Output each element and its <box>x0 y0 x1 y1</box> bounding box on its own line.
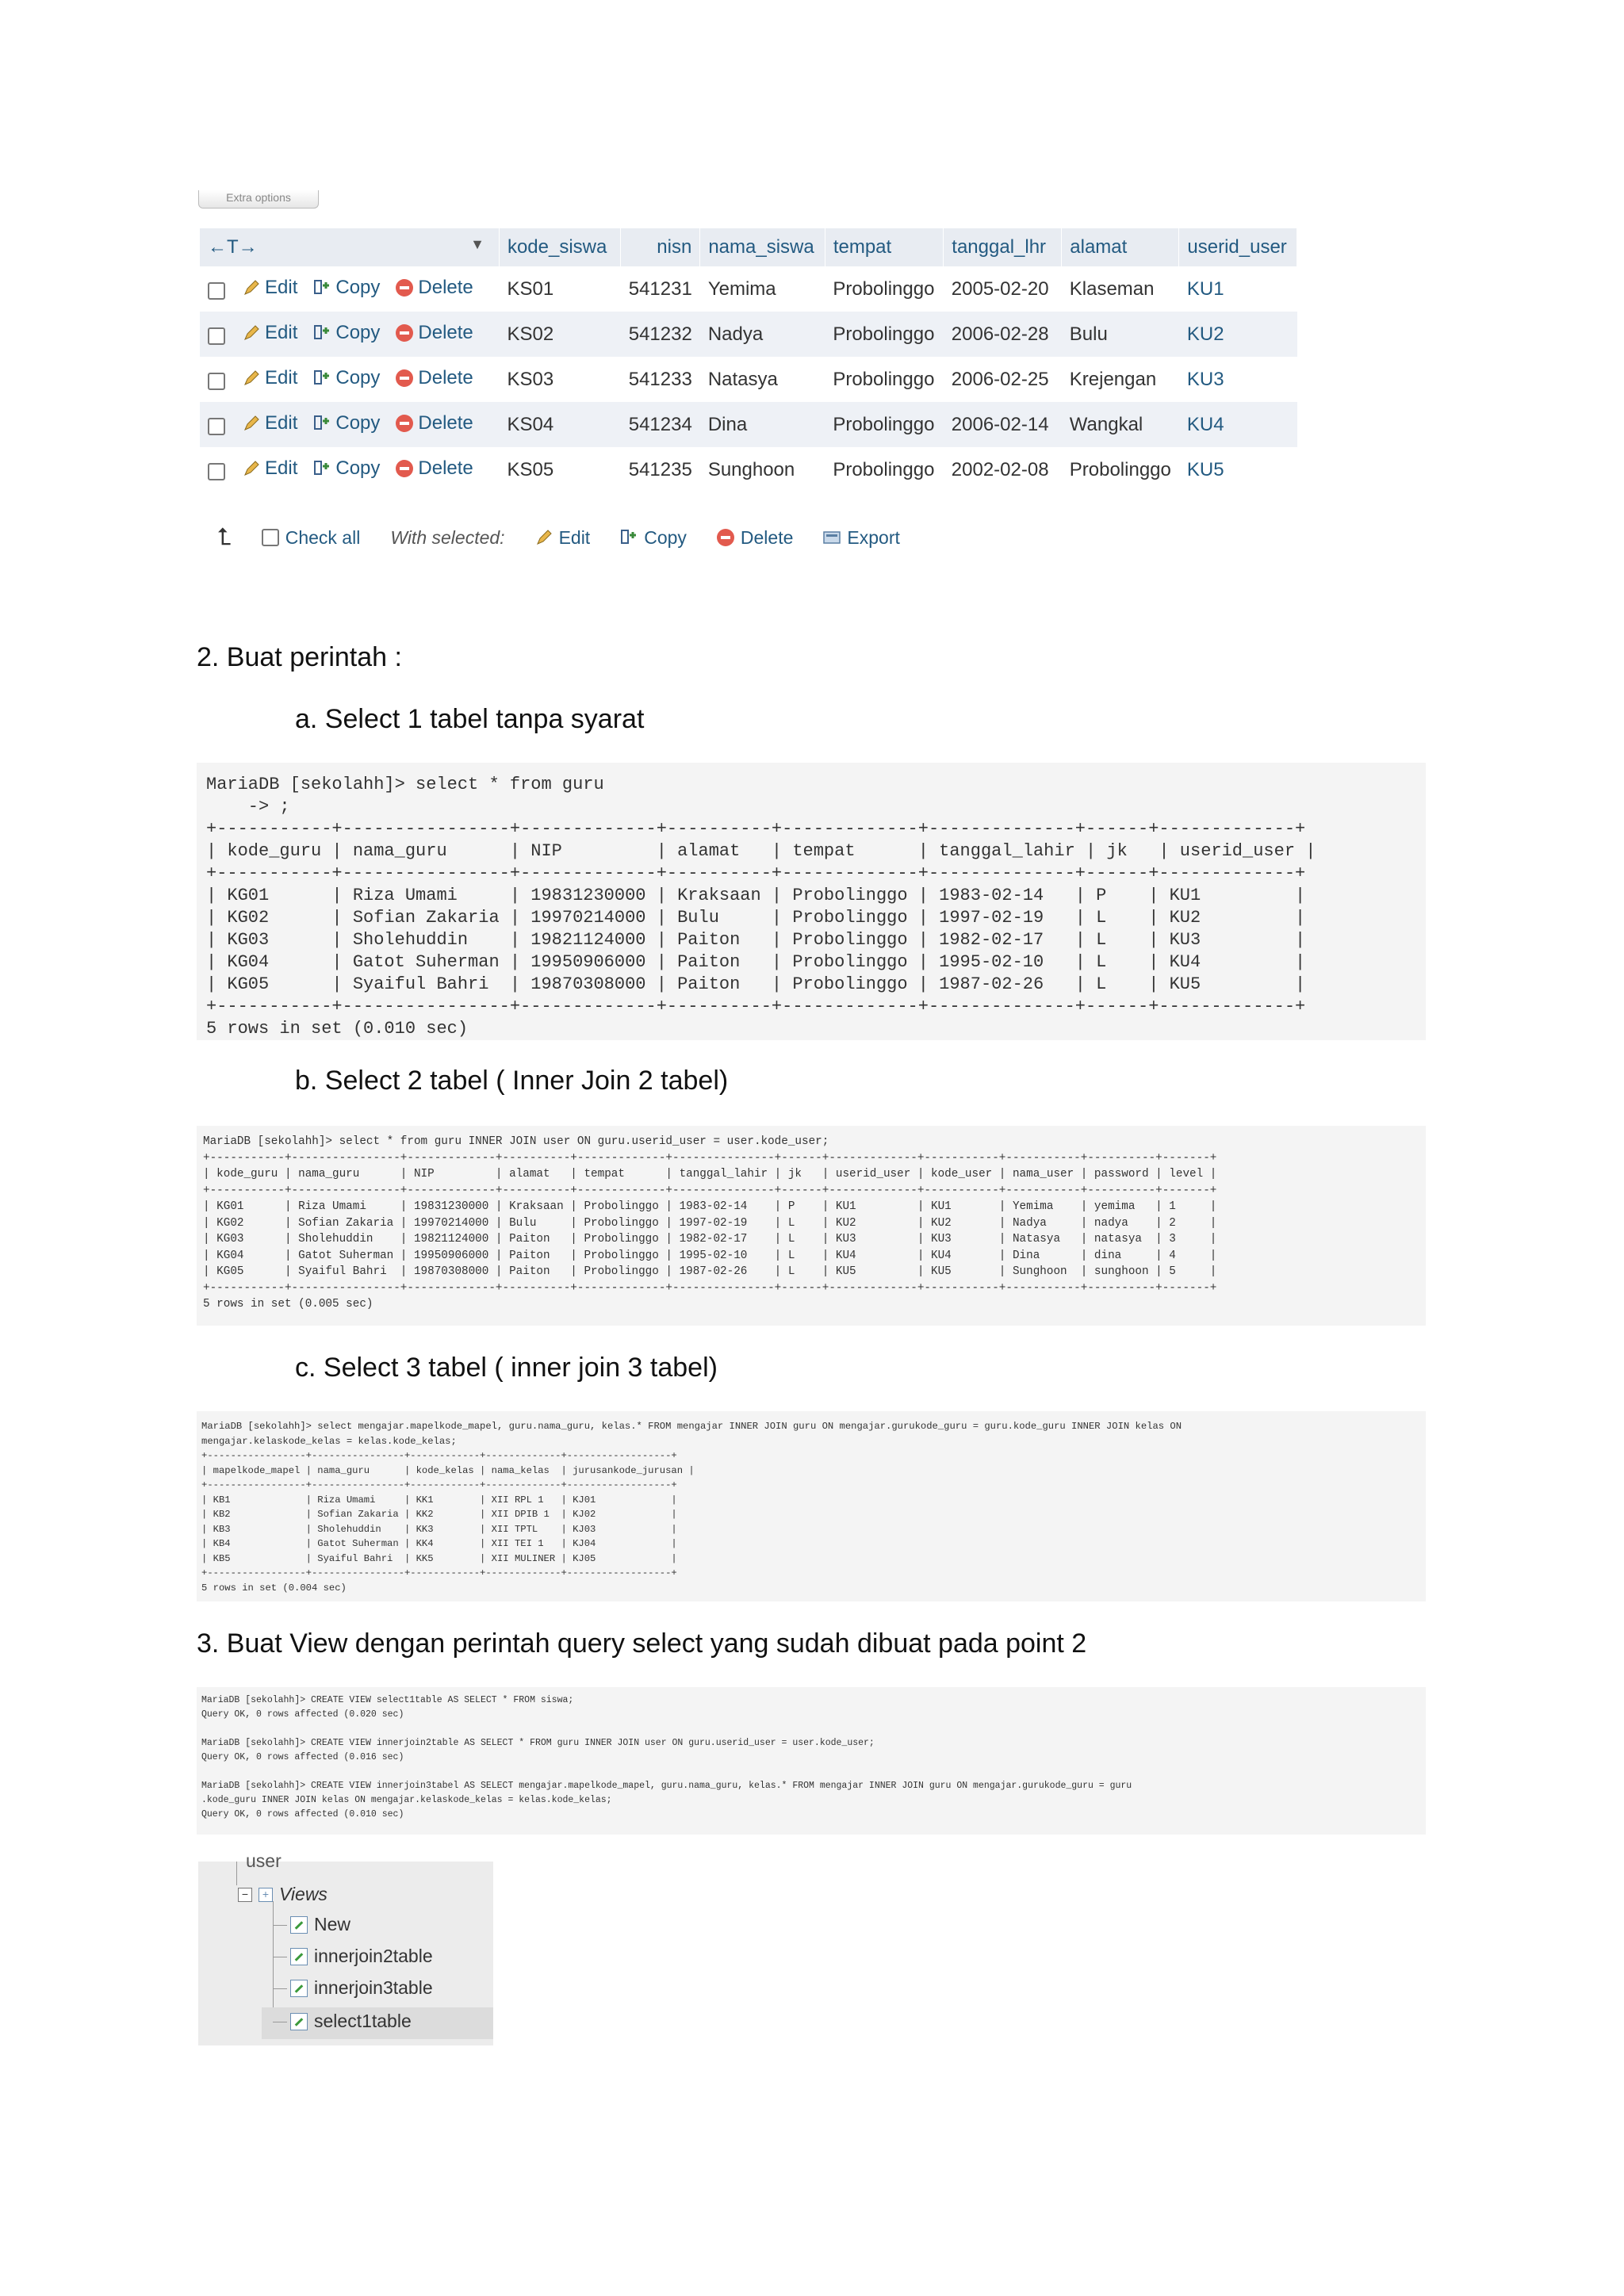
column-header-nisn[interactable]: nisn <box>621 228 700 266</box>
row-edit-label: Edit <box>265 321 298 343</box>
cell-nama_siswa: Nadya <box>700 312 825 357</box>
cell-kode_siswa: KS01 <box>499 266 620 312</box>
row-copy-link[interactable] <box>313 367 380 389</box>
row-copy-link[interactable] <box>313 277 380 299</box>
delete-icon <box>396 279 413 297</box>
bulk-copy-button[interactable] <box>620 527 687 549</box>
row-checkbox[interactable] <box>208 282 225 300</box>
cell-tempat: Probolinggo <box>825 402 943 447</box>
row-checkbox[interactable] <box>208 463 225 480</box>
delete-icon <box>396 369 413 387</box>
terminal-create-views <box>197 1687 1426 1835</box>
terminal-select-guru <box>197 763 1426 1040</box>
cell-tanggal_lhr: 2006-02-25 <box>944 357 1062 402</box>
bulk-actions-bar <box>217 522 930 553</box>
bulk-edit-button[interactable] <box>535 527 591 549</box>
bulk-copy-label: Copy <box>644 526 687 548</box>
pencil-icon <box>243 415 260 432</box>
row-delete-link[interactable] <box>396 322 473 344</box>
row-delete-label: Delete <box>418 457 473 479</box>
copy-icon <box>313 279 331 297</box>
subheading-c: c. Select 3 tabel ( inner join 3 tabel) <box>295 1353 718 1383</box>
row-checkbox[interactable] <box>208 418 225 435</box>
copy-icon <box>313 369 331 387</box>
cell-kode_siswa: KS03 <box>499 357 620 402</box>
table-row <box>200 312 1297 357</box>
cell-userid_user[interactable]: KU1 <box>1179 266 1297 312</box>
delete-icon <box>396 460 413 477</box>
bulk-edit-label: Edit <box>558 526 591 548</box>
cell-nama_siswa: Natasya <box>700 357 825 402</box>
column-nav-header[interactable] <box>200 228 499 266</box>
terminal-output-2: MariaDB [sekolahh]> select * from guru INNER JOIN user ON guru.userid_user = user.kode_user; +-----------+----------------+-------------+----------+-------------+---------------+------+-------------+-----------+-----------+----------+-------+ | kode_guru | nama_guru | NIP | alamat | tempat | tanggal_lahir | jk | userid_user | kode_user | nama_user | password | level | +-----------+----------------+-------------+----------+-------------+---------------+------+-------------+-----------+-----------+----------+-------+ | KG01 | Riza Umami | 19831230000 | Kraksaan | Probolinggo | 1983-02-14 | P | KU1 | KU1 | Yemima | yemima | 1 | | KG02 | Sofian Zakaria | 19970214000 | Bulu | Probolinggo | 1997-02-19 | L | KU2 | KU2 | Nadya | nadya | 2 | | KG03 | Sholehuddin | 19821124000 | Paiton | Probolinggo | 1982-02-17 | L | KU3 | KU3 | Natasya | natasya | 3 | | KG04 | Gatot Suherman | 19950906000 | Paiton | Probolinggo | 1995-02-10 | L | KU4 | KU4 | Dina | dina | 4 | | KG05 | Syaiful Bahri | 19870308000 | Paiton | Probolinggo | 1987-02-26 | L | KU5 | KU5 | Sunghoon | sunghoon | 5 | +-----------+----------------+-------------+----------+-------------+---------------+------+-------------+-----------+-----------+----------+-------+ 5 rows in set (0.005 sec) <box>203 1135 1217 1311</box>
tree-connector <box>236 1862 237 1885</box>
row-delete-label: Delete <box>418 321 473 343</box>
column-header-tempat[interactable]: tempat <box>825 228 943 266</box>
terminal-output-3: MariaDB [sekolahh]> select mengajar.mapelkode_mapel, guru.nama_guru, kelas.* FROM mengajar INNER JOIN guru ON mengajar.gurukode_guru = guru.kode_guru INNER JOIN kelas ON mengajar.kelaskode_kelas = kelas.kode_kelas; +-----------------+----------------+------------+-------------+------------------+ | mapelkode_mapel | nama_guru | kode_kelas | nama_kelas | jurusankode_jurusan | +-----------------+----------------+------------+-------------+------------------+ | KB1 | Riza Umami | KK1 | XII RPL 1 | KJ01 | | KB2 | Sofian Zakaria | KK2 | XII DPIB 1 | KJ02 | | KB3 | Sholehuddin | KK3 | XII TPTL | KJ03 | | KB4 | Gatot Suherman | KK4 | XII TEI 1 | KJ04 | | KB5 | Syaiful Bahri | KK5 | XII MULINER | KJ05 | +-----------------+----------------+------------+-------------+------------------+ 5 rows in set (0.004 sec) <box>201 1421 1182 1594</box>
sort-arrow-icon[interactable]: ▼ <box>470 236 485 252</box>
tree-item-new-view[interactable] <box>290 1914 350 1935</box>
copy-icon <box>313 460 331 477</box>
row-copy-link[interactable] <box>313 322 380 344</box>
row-copy-label: Copy <box>335 411 381 434</box>
check-all-control[interactable] <box>262 527 361 549</box>
subheading-a: a. Select 1 tabel tanpa syarat <box>295 704 645 734</box>
row-delete-label: Delete <box>418 366 473 388</box>
column-nav-arrows[interactable]: ←T→ <box>208 236 258 258</box>
tree-item-view-innerjoin3table[interactable] <box>290 1977 433 1999</box>
table-row <box>200 357 1297 402</box>
cell-tanggal_lhr: 2002-02-08 <box>944 447 1062 492</box>
tree-branch <box>273 1988 287 1989</box>
cell-tanggal_lhr: 2006-02-14 <box>944 402 1062 447</box>
row-edit-link[interactable] <box>243 367 297 389</box>
row-edit-link[interactable] <box>243 322 297 344</box>
copy-icon <box>313 415 331 432</box>
check-all-label: Check all <box>285 526 361 548</box>
cell-tempat: Probolinggo <box>825 266 943 312</box>
pencil-icon <box>243 369 260 387</box>
views-folder-icon: + <box>259 1888 273 1902</box>
row-delete-link[interactable] <box>396 457 473 480</box>
table-row <box>200 447 1297 492</box>
cell-tanggal_lhr: 2005-02-20 <box>944 266 1062 312</box>
row-delete-link[interactable] <box>396 367 473 389</box>
cell-alamat: Krejengan <box>1062 357 1179 402</box>
row-actions <box>200 357 499 402</box>
bulk-delete-button[interactable] <box>717 527 793 549</box>
pencil-icon <box>535 529 553 546</box>
table-header-row <box>200 228 1297 266</box>
view-name: innerjoin3table <box>314 1977 433 1998</box>
row-edit-label: Edit <box>265 411 298 434</box>
row-edit-label: Edit <box>265 276 298 298</box>
cell-kode_siswa: KS02 <box>499 312 620 357</box>
cell-alamat: Bulu <box>1062 312 1179 357</box>
terminal-inner-join-2 <box>197 1126 1426 1326</box>
cell-nisn: 541231 <box>621 266 700 312</box>
new-view-icon <box>290 1916 308 1934</box>
row-delete-label: Delete <box>418 411 473 434</box>
cell-userid_user[interactable]: KU3 <box>1179 357 1297 402</box>
row-copy-label: Copy <box>335 276 381 298</box>
cell-tempat: Probolinggo <box>825 357 943 402</box>
row-delete-link[interactable] <box>396 412 473 434</box>
bulk-export-label: Export <box>847 526 900 548</box>
row-edit-label: Edit <box>265 366 298 388</box>
views-label: Views <box>279 1884 327 1904</box>
column-header-nama_siswa[interactable]: nama_siswa <box>700 228 825 266</box>
check-all-checkbox[interactable] <box>262 529 279 546</box>
row-edit-link[interactable] <box>243 412 297 434</box>
view-name: select1table <box>314 2011 412 2031</box>
row-copy-link[interactable] <box>313 412 380 434</box>
cell-userid_user[interactable]: KU4 <box>1179 402 1297 447</box>
tree-item-user[interactable] <box>246 1850 282 1872</box>
delete-icon <box>717 529 734 546</box>
copy-icon <box>620 529 638 546</box>
view-icon <box>290 2013 308 2030</box>
row-edit-link[interactable] <box>243 277 297 299</box>
heading-step-3: 3. Buat View dengan perintah query select yang sudah dibuat pada point 2 <box>197 1628 1087 1659</box>
row-actions <box>200 312 499 357</box>
cell-nisn: 541234 <box>621 402 700 447</box>
row-delete-label: Delete <box>418 276 473 298</box>
cell-kode_siswa: KS05 <box>499 447 620 492</box>
copy-icon <box>313 324 331 342</box>
cell-tempat: Probolinggo <box>825 312 943 357</box>
tree-item-view-innerjoin2table[interactable] <box>290 1946 433 1967</box>
view-icon <box>290 1980 308 1997</box>
terminal-inner-join-3 <box>197 1411 1426 1601</box>
bulk-export-button[interactable] <box>823 527 899 549</box>
row-copy-label: Copy <box>335 321 381 343</box>
cell-tempat: Probolinggo <box>825 447 943 492</box>
delete-icon <box>396 415 413 432</box>
delete-icon <box>396 324 413 342</box>
cell-nama_siswa: Sunghoon <box>700 447 825 492</box>
pencil-icon <box>243 279 260 297</box>
row-copy-label: Copy <box>335 366 381 388</box>
heading-step-2: 2. Buat perintah : <box>197 642 402 672</box>
row-edit-link[interactable] <box>243 457 297 480</box>
view-icon <box>290 1948 308 1965</box>
table-row <box>200 402 1297 447</box>
export-icon <box>823 529 841 546</box>
siswa-table <box>200 228 1297 492</box>
tree-item-user-label: user <box>246 1850 282 1871</box>
cell-nama_siswa: Dina <box>700 402 825 447</box>
check-all-arrow-icon: ⮤ <box>217 524 232 550</box>
row-copy-link[interactable] <box>313 457 380 480</box>
column-header-userid_user[interactable]: userid_user <box>1179 228 1297 266</box>
pencil-icon <box>243 460 260 477</box>
cell-nisn: 541233 <box>621 357 700 402</box>
cell-userid_user[interactable]: KU2 <box>1179 312 1297 357</box>
pencil-icon <box>243 324 260 342</box>
row-actions <box>200 447 499 492</box>
cell-nisn: 541235 <box>621 447 700 492</box>
tree-node-views[interactable] <box>238 1884 327 1905</box>
tree-item-view-select1table[interactable] <box>290 2011 412 2032</box>
cell-tanggal_lhr: 2006-02-28 <box>944 312 1062 357</box>
table-row <box>200 266 1297 312</box>
row-edit-label: Edit <box>265 457 298 479</box>
row-checkbox[interactable] <box>208 373 225 390</box>
with-selected-label: With selected: <box>390 526 505 548</box>
tree-branch <box>273 1925 287 1926</box>
terminal-output-1: MariaDB [sekolahh]> select * from guru -> ; +-----------+----------------+-------------+----------+-------------+--------------+------+-------------+ | kode_guru | nama_guru | NIP | alamat | tempat | tanggal_lahir | jk | userid_user | +-----------+----------------+-------------+----------+-------------+--------------+------+-------------+ | KG01 | Riza Umami | 19831230000 | Kraksaan | Probolinggo | 1983-02-14 | P | KU1 | | KG02 | Sofian Zakaria | 19970214000 | Bulu | Probolinggo | 1997-02-19 | L | KU2 | | KG03 | Sholehuddin | 19821124000 | Paiton | Probolinggo | 1982-02-17 | L | KU3 | | KG04 | Gatot Suherman | 19950906000 | Paiton | Probolinggo | 1995-02-10 | L | KU4 | | KG05 | Syaiful Bahri | 19870308000 | Paiton | Probolinggo | 1987-02-26 | L | KU5 | +-----------+----------------+-------------+----------+-------------+--------------+------+-------------+ 5 rows in set (0.010 sec) <box>206 775 1316 1039</box>
navigation-tree-views <box>198 1850 493 2045</box>
new-view-label: New <box>314 1914 351 1934</box>
cell-nisn: 541232 <box>621 312 700 357</box>
cell-kode_siswa: KS04 <box>499 402 620 447</box>
cell-alamat: Wangkal <box>1062 402 1179 447</box>
row-copy-label: Copy <box>335 457 381 479</box>
row-actions <box>200 266 499 312</box>
view-name: innerjoin2table <box>314 1946 433 1966</box>
terminal-output-4: MariaDB [sekolahh]> CREATE VIEW select1table AS SELECT * FROM siswa; Query OK, 0 rows affected (0.020 sec) MariaDB [sekolahh]> CREATE VIEW innerjoin2table AS SELECT * FROM guru INNER JOIN user ON guru.userid_user = user.kode_user; Query OK, 0 rows affected (0.016 sec) MariaDB [sekolahh]> CREATE VIEW innerjoin3tabel AS SELECT mengajar.mapelkode_mapel, guru.nama_guru, kelas.* FROM mengajar INNER JOIN guru ON mengajar.gurukode_guru = guru .kode_guru INNER JOIN kelas ON mengajar.kelaskode_kelas = kelas.kode_kelas; Query OK, 0 rows affected (0.010 sec) <box>201 1695 1132 1820</box>
collapse-icon[interactable]: − <box>238 1888 252 1902</box>
column-header-kode_siswa[interactable]: kode_siswa <box>499 228 620 266</box>
column-header-tanggal_lhr[interactable]: tanggal_lhr <box>944 228 1062 266</box>
cell-nama_siswa: Yemima <box>700 266 825 312</box>
row-actions <box>200 402 499 447</box>
subheading-b: b. Select 2 tabel ( Inner Join 2 tabel) <box>295 1066 729 1096</box>
row-delete-link[interactable] <box>396 277 473 299</box>
cell-userid_user[interactable]: KU5 <box>1179 447 1297 492</box>
row-checkbox[interactable] <box>208 327 225 345</box>
extra-options-button[interactable]: Extra options <box>198 190 319 209</box>
bulk-delete-label: Delete <box>740 526 794 548</box>
column-header-alamat[interactable]: alamat <box>1062 228 1179 266</box>
cell-alamat: Klaseman <box>1062 266 1179 312</box>
cell-alamat: Probolinggo <box>1062 447 1179 492</box>
